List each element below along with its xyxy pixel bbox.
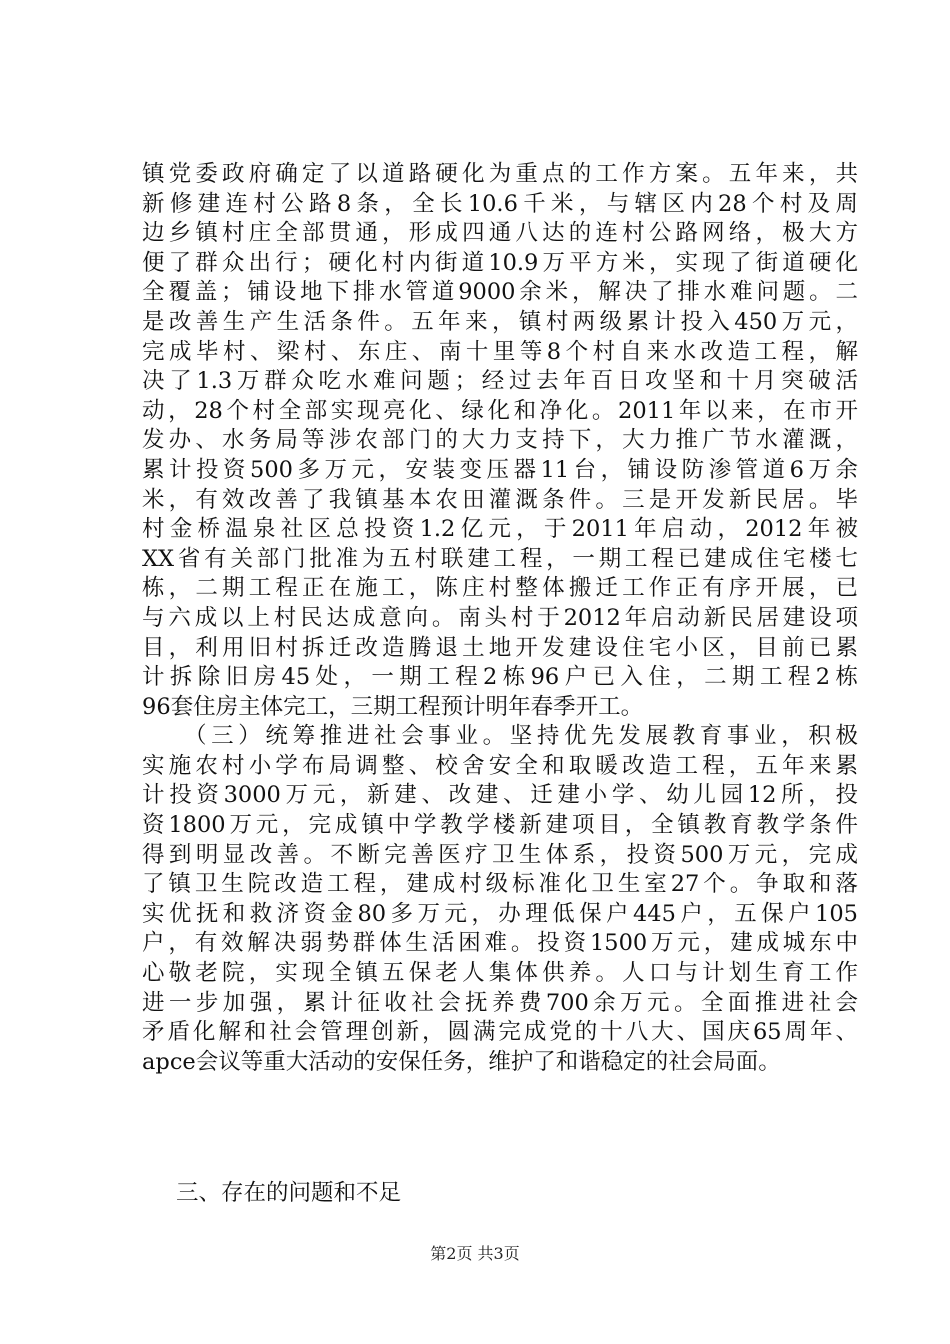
text-line: 得到明显改善。不断完善医疗卫生体系，投资500万元，完成 <box>142 841 858 868</box>
paragraph-start-line: （三）统筹推进社会事业。坚持优先发展教育事业，积极 <box>184 723 858 750</box>
text-line: 矛盾化解和社会管理创新，圆满完成党的十八大、国庆65周年、 <box>142 1019 858 1046</box>
page-footer: 第2页 共3页 <box>430 1244 520 1263</box>
text-line: 实优抚和救济资金80多万元，办理低保户445户，五保户105 <box>142 900 858 927</box>
text-line: 发办、水务局等涉农部门的大力支持下，大力推广节水灌溉， <box>142 427 858 454</box>
text-line: 与六成以上村民达成意向。南头村于2012年启动新民居建设项 <box>142 604 858 631</box>
text-line: 计拆除旧房45处，一期工程2栋96户已入住，二期工程2栋 <box>142 664 858 691</box>
text-line: 镇党委政府确定了以道路硬化为重点的工作方案。五年来，共 <box>142 161 858 187</box>
text-line: 户，有效解决弱势群体生活困难。投资1500万元，建成城东中 <box>142 930 858 957</box>
text-line: 96套住房主体完工，三期工程预计明年春季开工。 <box>142 693 644 720</box>
text-line: 实施农村小学布局调整、校舍安全和取暖改造工程，五年来累 <box>142 752 858 779</box>
text-line: 了镇卫生院改造工程，建成村级标准化卫生室27个。争取和落 <box>142 871 858 898</box>
text-line: 心敬老院，实现全镇五保老人集体供养。人口与计划生育工作 <box>142 960 858 987</box>
text-line: 全覆盖；铺设地下排水管道9000余米，解决了排水难问题。二 <box>142 279 858 306</box>
text-line: XX省有关部门批准为五村联建工程，一期工程已建成住宅楼七 <box>142 545 858 572</box>
text-line: 计投资3000万元，新建、改建、迁建小学、幼儿园12所，投 <box>142 782 858 809</box>
text-line: apce会议等重大活动的安保任务，维护了和谐稳定的社会局面。 <box>142 1048 781 1075</box>
text-line: 边乡镇村庄全部贯通，形成四通八达的连村公路网络，极大方 <box>142 220 858 247</box>
text-line: 是改善生产生活条件。五年来，镇村两级累计投入450万元， <box>142 308 858 335</box>
text-line: 动，28个村全部实现亮化、绿化和净化。2011年以来，在市开 <box>142 397 858 424</box>
text-line: 进一步加强，累计征收社会抚养费700余万元。全面推进社会 <box>142 989 858 1016</box>
text-line: 累计投资500多万元，安装变压器11台，铺设防渗管道6万余 <box>142 456 858 483</box>
text-line: 决了1.3万群众吃水难问题；经过去年百日攻坚和十月突破活 <box>142 368 858 395</box>
text-line: 新修建连村公路8条，全长10.6千米，与辖区内28个村及周 <box>142 190 858 217</box>
text-line: 村金桥温泉社区总投资1.2亿元，于2011年启动，2012年被 <box>142 516 858 543</box>
text-line: 米，有效改善了我镇基本农田灌溉条件。三是开发新民居。毕 <box>142 486 858 513</box>
text-line: 栋，二期工程正在施工，陈庄村整体搬迁工作正有序开展，已 <box>142 575 858 602</box>
text-line: 完成毕村、梁村、东庄、南十里等8个村自来水改造工程，解 <box>142 338 858 365</box>
text-line: 目，利用旧村拆迁改造腾退土地开发建设住宅小区，目前已累 <box>142 634 858 661</box>
section-heading: 三、存在的问题和不足 <box>176 1180 402 1206</box>
body-text <box>142 160 858 1077</box>
text-line: 资1800万元，完成镇中学教学楼新建项目，全镇教育教学条件 <box>142 812 858 839</box>
text-line: 便了群众出行；硬化村内街道10.9万平方米，实现了街道硬化 <box>142 249 858 276</box>
